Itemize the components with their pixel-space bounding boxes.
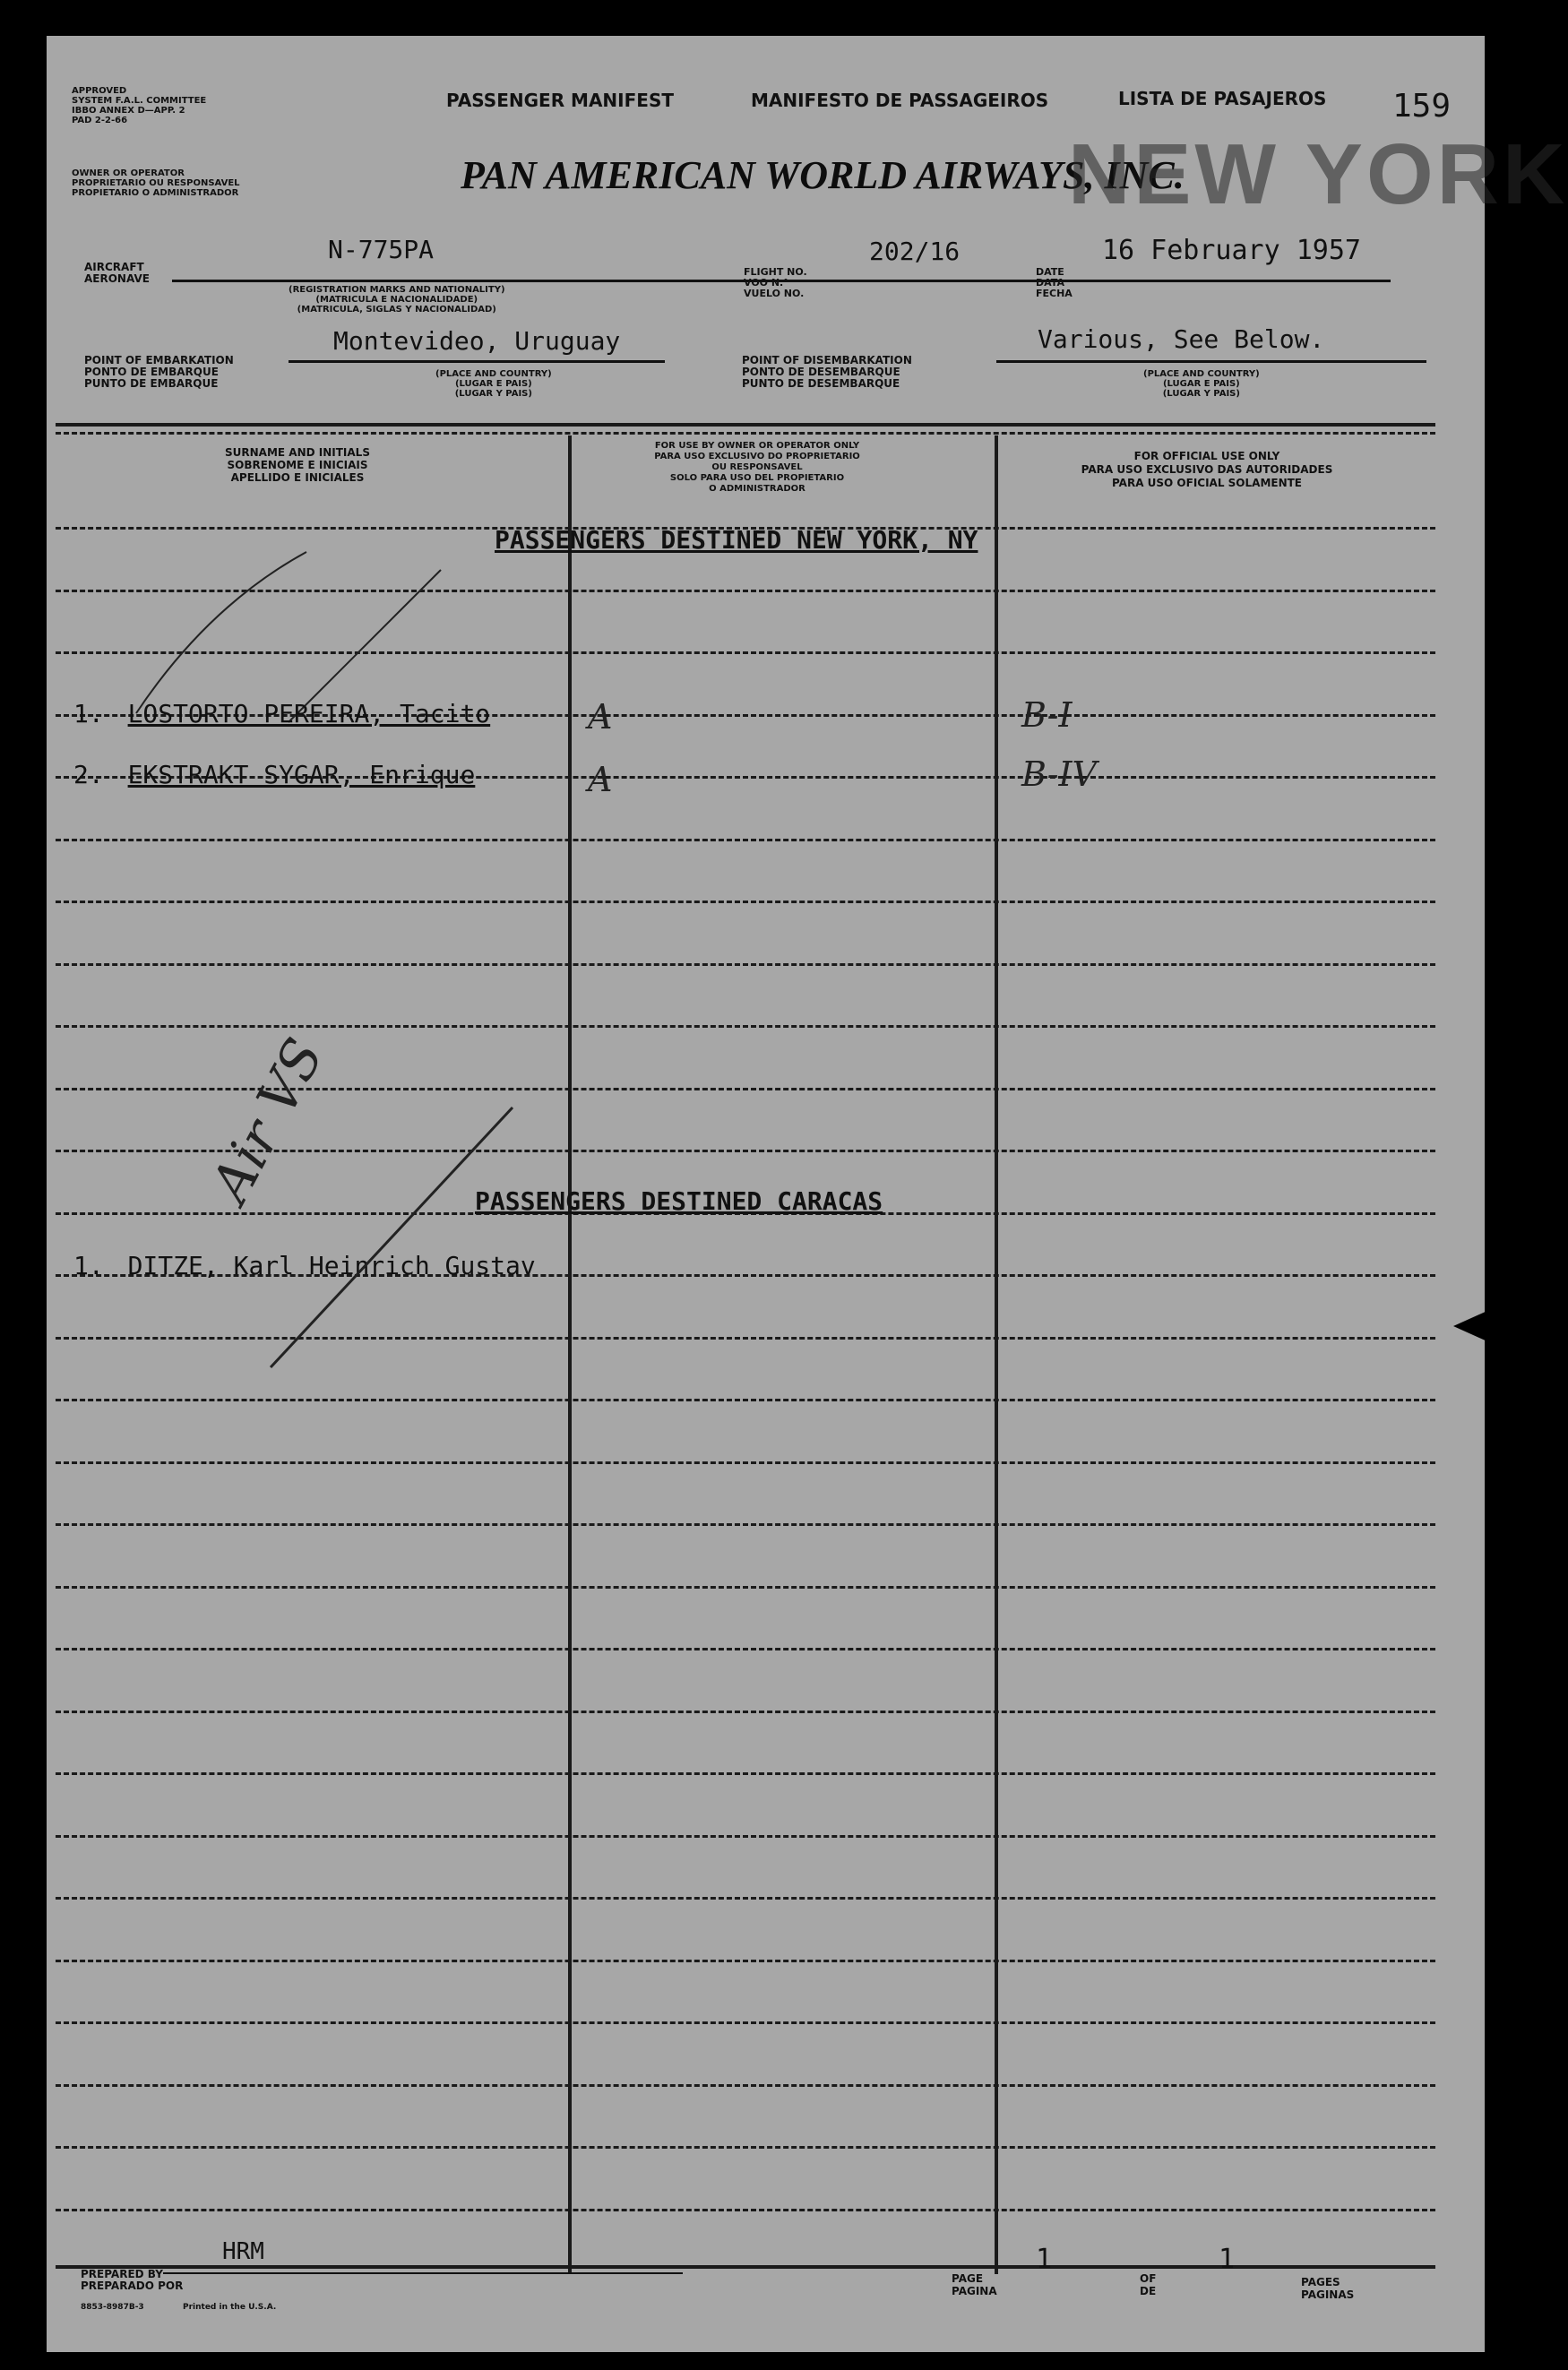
owner-header-line: SOLO PARA USO DEL PROPIETARIO [669,473,845,483]
registration-labels [289,285,505,315]
pages-label: PAGES [1301,2276,1340,2288]
place-label: (PLACE AND COUNTRY) [1143,369,1260,379]
owner-mark: A [588,760,613,799]
official-mark: B-I [1021,695,1073,735]
official-header-line: PARA USO OFICIAL SOLAMENTE [1111,477,1303,489]
title-spanish: LISTA DE PASAJEROS [1118,88,1327,109]
approval-line: SYSTEM F.A.L. COMMITTEE [72,96,207,106]
aircraft-label [84,262,150,285]
disembarkation-label: POINT OF DISEMBARKATION [742,354,912,366]
of-label: OF [1140,2272,1157,2285]
disembarkation-underline [996,360,1426,363]
disembarkation-place-labels [1143,369,1260,399]
disembarkation-label: PUNTO DE DESEMBARQUE [742,377,900,390]
page-value: 1 [1036,2244,1053,2275]
passenger-row [73,760,475,789]
ruled-line [56,1399,1435,1401]
passenger-row [73,699,490,728]
owner-label: OWNER OR OPERATOR [72,168,185,178]
approval-line: APPROVED [72,86,127,96]
date-label: DATA [1036,277,1064,289]
embarkation-labels [84,355,234,390]
date-labels [1036,267,1073,299]
ruled-line [56,2084,1435,2087]
aircraft-value: N-775PA [328,235,435,264]
passenger-number: 1. [73,699,104,728]
disembarkation-label: PONTO DE DESEMBARQUE [742,366,900,378]
embarkation-value: Montevideo, Uruguay [333,326,621,356]
flight-label: FLIGHT NO. [744,266,807,278]
place-label: (LUGAR Y PAIS) [1162,389,1240,399]
ruled-line [56,1897,1435,1900]
prepared-label: PREPARED BY [81,2268,163,2280]
place-label: (PLACE AND COUNTRY) [435,369,552,379]
new-york-stamp: NEW YORK [1068,126,1568,222]
page-reference-number: 159 [1392,88,1452,125]
prepared-by-underline [163,2272,683,2274]
pages-labels [1301,2276,1354,2301]
flight-value: 202/16 [869,237,961,266]
disembarkation-value: Various, See Below. [1038,324,1325,354]
ruled-line [56,963,1435,966]
owner-column-header [582,441,932,495]
embarkation-label: PUNTO DE EMBARQUE [84,377,219,390]
date-label: DATE [1036,266,1064,278]
manifest-page [47,36,1568,2352]
embarkation-label: POINT OF EMBARKATION [84,354,234,366]
place-label: (LUGAR E PAIS) [1162,379,1240,389]
official-mark: B-IV [1021,754,1097,794]
printed-in: Printed in the U.S.A. [183,2303,277,2312]
annotation-strike-line [262,1099,530,1385]
ruled-line [56,1586,1435,1589]
embarkation-place-labels [435,369,552,399]
official-header-line: FOR OFFICIAL USE ONLY [1133,450,1280,462]
official-header-line: PARA USO EXCLUSIVO DAS AUTORIDADES [1081,463,1333,476]
surname-header-line: APELLIDO E INICIALES [230,471,365,484]
owner-mark: A [588,697,613,737]
approval-line: IBBO ANNEX D—APP. 2 [72,106,185,116]
owner-header-line: OU RESPONSAVEL [711,462,803,472]
ruled-line [56,1461,1435,1464]
passenger-number: 2. [73,760,104,789]
passenger-name: LOSTORTO PEREIRA, Tacito [127,699,491,728]
page-labels [952,2272,997,2297]
registration-label: (MATRICULA, SIGLAS Y NACIONALIDAD) [297,305,496,315]
approval-block [72,86,206,125]
disembarkation-labels [742,355,912,390]
owner-label: PROPIETARIO O ADMINISTRADOR [72,188,239,198]
official-column-header [1005,450,1409,490]
ruled-line [56,1523,1435,1526]
ruled-line [56,2146,1435,2149]
ruled-line [56,1960,1435,1962]
form-number: 8853-8987B-3 [81,2303,144,2312]
registration-label: (REGISTRATION MARKS AND NATIONALITY) [289,285,505,295]
title-english: PASSENGER MANIFEST [446,90,674,111]
owner-header-line: FOR USE BY OWNER OR OPERATOR ONLY [654,441,860,451]
ruled-line [56,1025,1435,1028]
date-label: FECHA [1036,288,1073,299]
surname-column-header [172,446,423,484]
owner-header-line: PARA USO EXCLUSIVO DO PROPRIETARIO [654,452,860,461]
of-label: DE [1140,2285,1157,2297]
passenger-number: 1. [73,1251,104,1280]
approval-line: PAD 2-2-66 [72,116,128,125]
column-divider-left [568,435,572,2274]
ruled-line [56,1835,1435,1838]
header-top-rule-dashed [56,432,1435,435]
flight-labels [744,267,807,299]
ruled-line [56,1711,1435,1713]
prepared-label: PREPARADO POR [81,2280,184,2292]
ruled-line [56,1772,1435,1775]
embarkation-label: PONTO DE EMBARQUE [84,366,219,378]
passenger-name: DITZE, Karl Heinrich Gustav [127,1251,536,1280]
ruled-line [56,2021,1435,2024]
section-heading-new-york: PASSENGERS DESTINED NEW YORK, NY [495,525,978,555]
surname-header-line: SOBRENOME E INICIAIS [227,459,368,471]
handwritten-annotation: Air VS [199,1029,337,1212]
of-value: 1 [1219,2244,1236,2275]
surname-header-line: SURNAME AND INITIALS [225,446,370,459]
place-label: (LUGAR Y PAIS) [454,389,532,399]
flight-label: VUELO NO. [744,288,805,299]
owner-label: PROPRIETARIO OU RESPONSAVEL [72,178,240,188]
pages-label: PAGINAS [1301,2288,1355,2301]
section-heading-caracas: PASSENGERS DESTINED CARACAS [475,1186,883,1216]
column-divider-right [995,435,998,2274]
owner-label-block [72,168,240,198]
ruled-line [56,901,1435,903]
ruled-line [56,1648,1435,1650]
aircraft-label-pt: AERONAVE [84,272,150,285]
airline-name: PAN AMERICAN WORLD AIRWAYS, INC. [461,153,1185,197]
date-value: 16 February 1957 [1102,235,1361,266]
aircraft-label-en: AIRCRAFT [84,261,144,273]
ruled-line [56,2209,1435,2211]
page-edge-notch [1453,1310,1489,1342]
prepared-by-value: HRM [222,2238,264,2265]
of-labels [1140,2272,1156,2297]
place-label: (LUGAR E PAIS) [454,379,532,389]
registration-label: (MATRICULA E NACIONALIDADE) [315,295,478,305]
page-label: PAGINA [952,2285,997,2297]
passenger-name: EKSTRAKT SYGAR, Enrique [127,760,476,789]
header-top-rule [56,423,1435,427]
flight-label: VOO N.° [744,277,788,289]
ruled-line [56,839,1435,841]
owner-header-line: O ADMINISTRADOR [709,484,806,494]
page-label: PAGE [952,2272,984,2285]
title-portuguese: MANIFESTO DE PASSAGEIROS [751,90,1049,111]
embarkation-underline [289,360,665,363]
